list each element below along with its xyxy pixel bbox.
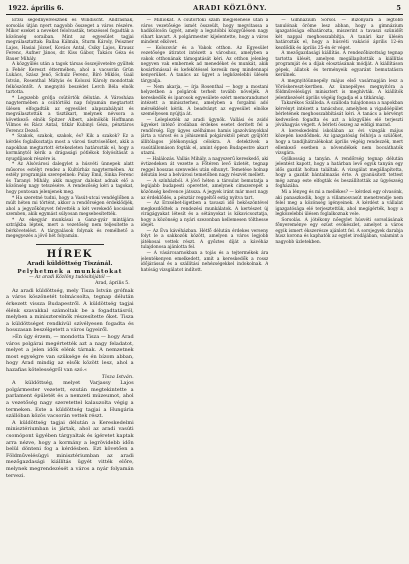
paragraph: — Halálozás. Vallás Mihály, a nagyszerű kereskedő, aki évtizedeken át vezette a Főtéren levő üzletét, tegnap reggel hosszas szenvedés után elhunyt. Temetése holnap délután lesz a belvárosi temetőben nagy részvét mellett. — [140, 156, 269, 179]
paragraph: Az aradi küldöttség, mely Tisza István grófnak a város köszönetét tolmácsolta, tegnap délután érkezett vissza Budapestről. A küldöttség tagjai élénk szavakkal számoltak be a fogadtatásról, melyben a miniszterelnök részesítette őket. Tisza a küldöttséget rendkívül szívélyesen fogadta és hosszasan beszélgetett a város ügyeiről. — [6, 287, 134, 334]
paragraph: A megnyitóünnepély május első vasárnapján lesz a Vöröskereszt-kertben. Az ünnepélyes megnyitóra a földművelésügyi minisztert is meghívták. A kiállítók jelentkezését április végéig fogadja el a titkárság. — [275, 79, 404, 101]
paragraph: — Nem akarja, — írja Rosenthal — hogy a mostani helyzetben a polgárok terheit tovább növeljék. A kereskedők és iparosok egyesülete ezért memorandumot intézett a miniszterhez, amelyben a forgalmi adó mérséklését kérik. A beadványt az egyesület elnöke személyesen nyújtja át. — [140, 84, 269, 118]
article-subheadline: Pelyhetmek a munkátokat — [17, 268, 123, 275]
article-columns — [6, 18, 403, 563]
paragraph: A közgyűlés után a tagok társas összejövetelre gyűltek a Fehér Kereszt éttermében, ahol a vacsorán Grün Lukács, Szász Jenő, Schulz Ferenc, Bíró Miklós, Gaál István, Rosenthal Mátyás és Kolozsi Károly mondottak felköszöntőt. A megnyitó beszédet Lerch Béla elnök tartotta. — [6, 62, 134, 96]
news-section-header — [6, 249, 134, 280]
page-header — [6, 4, 403, 15]
signature-line: Tisza István. — [101, 373, 134, 380]
newspaper-title: ARADI KÖZLÖNY. — [193, 4, 267, 12]
paragraph: — Kolozsvár és a Vakok otthon. Az Egyesület vezetősége átiratot intézett a városhoz, amelyben a vakok otthonának támogatását kéri. Az otthon jelenleg negyven vak embernek ad menedéket és munkát, akik kosárfonással és kefekötéssel keresik meg mindennapi kenyerüket. A tanács az ügyet a legközelebbi ülésén tárgyalja. — [140, 45, 269, 85]
paragraph: * Szakok, szakok, szakok, és? Kik a szakok? Ez a kérdés foglalkoztatja most a városi tisztviselőket, akik a napokban megtartott értekezleten határozták el, hogy a kormánytól kérik a drágasági pótlékok folyósítását a nyugdíjasok részére is. — [6, 134, 134, 162]
article-byline: — Az aradi Közlöny tudósítójától — — [28, 274, 111, 280]
paragraph: * Legszebb grófja csütörtök délután. A Városháza nagytermében a csütörtöki nap folyamán megtartott ülésen elfogadták az egyesület alapszabályait és megválasztották a tisztikart, melynek névsora a következő: elnök Spitzer Albert, alelnökök Hoffmann Vilmos és Rácz Antal, titkár Kubinyi Géza, pénztáros Ferencz Dezső. — [6, 95, 134, 134]
paragraph: — Leleplezték az aradi ügynök. Vallási és zsidó ügyeket intéző irodában érdekes esetet derített fel a rendőrség. Egy ügyes szélhámos hamis igazolványokkal járta a várost és a jóhiszemű polgároktól pénzt gyűjtött állítólagos jótékonysági célokra. A detektívek a vasútállomáson fogták el, amint éppen Budapestre akart utazni. — [140, 117, 269, 157]
paragraph: — A színházból. A jövő héten a társulat bemutatja a legújabb budapesti operettet, amelynek címszerepét a közönség kedvence játssza. A jegyek iránt már most nagy az érdeklődés, a pénztár reggeltől estig nyitva tart. — [140, 178, 269, 201]
paragraph: — Milliókat. A csütörtöki szám megjelenése után a város vezetősége ismét összeült, hogy megvitassa a hadikölcsön ügyét, amely a legutóbbi közgyűlésen nagy vihart kavart. A polgármester kijelentette, hogy a város mindent elkövet. — [140, 18, 269, 46]
paragraph: — Gimnázium Sorsol. — Bizonyára a legtöbb tanulónak öröme lesz abban, hogy a gimnázium igazgatósága elhatározta, miszerint a tavaszi szünidőt két nappal meghosszabbítja. A tanári kar ülésén határozták el, hogy a húsvéti vakáció április 12-én kezdődik és április 25-én ér véget. — [275, 18, 404, 51]
paragraph: Takarékos Szálloda. A szálloda tulajdonosa a napokban kérvényt intézett a tanácshoz, amelyben a vigadóépület bérletének meghosszabbítását kéri. A tanács a kérvényt kedvezően fogadta és azt a közgyűlés elé terjeszti jóváhagyás végett. A bérleti összeg az eddigi marad. — [275, 101, 404, 129]
paragraph: »Én úgy érzem, — mondotta Tisza — hogy Arad város polgárai megértették azt a nagy feladatot, melyet a jelen idők elénk tárnak. A nemzetnek most egységre van szüksége és én bízom abban, hogy Arad mindig az elsők között lesz, ahol a hazafias kötelességről van szó.« — [6, 334, 134, 373]
paragraph: A kereskedelmi iskolában az évi vizsgák május közepén kezdődnek. Az igazgatóság felhívja a szülőket, hogy a tandíjhátralékokat április végéig rendezzék, mert ellenkező esetben a növendékek nem bocsáthatók vizsgára. — [275, 128, 404, 157]
page-number: 5 — [396, 4, 401, 12]
paragraph: Mi a lényeg és mi a mellékes? — kérdezi egy olvasónk, aki panaszkodik, hogy a villamosvasút menetrendje nem felel meg a közönség igényeinek. A kérdést a vállalat igazgatósága elé terjesztettük, ahol megígérték, hogy a legközelebbi ülésen foglalkoznak vele. — [275, 189, 404, 218]
paragraph: Sorsolás. A jótékony nőegylet húsvéti sorsolásának főnyereménye egy ezüst evőkészlet, amelyet a város egyik ismert ékszerésze ajánlott fel. A sorsjegyek darabja húsz korona és kaphatók az egylet irodájában, valamint a nagyobb üzletekben. — [275, 217, 404, 245]
paragraph: * Az ekegyár munkásai a Ganz-gyár mintájára sztrájkba léptek, mert a vezetőség nem teljesítette a bérkövetelést. A tárgyalások folynak és remélhető a megegyezés a jövő hét folyamán. — [6, 217, 134, 240]
column-right — [275, 18, 403, 563]
paragraph: — Az Éva kávéházban. Hétfő délután érdekes verseny folyt le a sakkozók között, amelyen a város legjobb játékosai vettek részt. A győztes díját a kávéház tulajdonosa ajánlotta fel. — [140, 228, 269, 251]
paragraph: A küldöttség tagjai délután a Kereskedelmi minisztériumban is jártak, ahol az aradi vasúti csomópont ügyében tárgyaltak és ígéretet kaptak arra nézve, hogy a kormány a legrövidebb időn belül dönteni fog a kérdésben. Ezt követően a Földművelésügyi minisztériumban az aradi mezőgazdasági kiállítás ügyét vitték előre, melynek megrendezését a város a nyár folyamán tervezi. — [6, 419, 134, 479]
paragraph: A mezőgazdasági kiállítás. A rendezőbizottság tegnap tartotta ülését, amelyen megállapították a kiállítás programját és a díjak elosztásának módját. A kiállításon gépek, állatok és terményeik egyaránt bemutatásra kerülnek. — [275, 51, 404, 79]
article-dateline: Arad, április 5. — [95, 280, 130, 286]
column-middle — [141, 18, 269, 563]
issue-date: 1922. április 6. — [8, 4, 64, 12]
paragraph: * Az Alsóvárosi dalegylet a húsvéti ünnepek alatt műsoros estélyt rendez a Kultúrház nagytermében. Az estély programján szerepelnek: Pulay Emil, Sinka Ferenc és Taranyi Mihály, akik magyar dalokat adnak elő a közönség nagy tetszésére. A rendezőség kéri a tagokat, hogy pontosan jelenjenek meg. — [6, 162, 134, 195]
section-divider — [36, 244, 104, 245]
article-headline: Aradi küldöttség Tiszánál. — [27, 260, 113, 267]
paragraph: — Az Erzsébet-ligetben a tavaszi idő beköszöntével megkezdődtek a rendezési munkálatok. A kertészet új virágágyakat létesít és a sétányokat is kikavicsoztatja, hogy a közönség a nyári szezonban kellemesen tölthesse idejét. — [140, 201, 269, 229]
paragraph: Erzsi segédnyelvésznek és Windischt. Andrásnak, sorsolás útján nyert nagyobb összeget a város részére. Mikor ezeket a neveket felolvasták, tetszéssel fogadták a közönség soraiban. Mint az egyesület tagjai megválasztattak: Ballaa Kálmán, Sturm Károly, Peiszner Lajos, Hasiai József, Kovács Antal, Csiky Lajos, Krausz Ferenc, Aufner János, dr. Kiss Gábor, Takács Géza és Bauer Mihály. — [6, 18, 134, 62]
paragraph: Gyilkosság a tanyán. A rendőrség tegnap délután jelentést kapott, hogy a határban levő egyik tanyán egy idős gazdát holtan találtak. A vizsgálat megállapította, hogy a gazdát bántalmazás érte. A gyanúsított tettest még aznap este elfogták és beszállították az ügyészség fogházába. — [275, 156, 404, 190]
paragraph: A küldöttség, melyet Varjassy Lajos polgármester vezetett, ezután megtekintette a parlament épületét és a nemzeti múzeumot, ahol a vezetőség nagy szeretettel kalauzolta végig a termeken. Este a küldöttség tagjai a Hungária szállóban közös vacsorán vettek részt. — [6, 380, 134, 420]
section-title: HÍREK — [46, 248, 93, 260]
paragraph: — A vásárcsarnokban a tojás és a tejtermékek ára jelentékenyen emelkedett, amit a kereskedők a rossz időjárással és a szállítási nehézségekkel indokolnak. A hatóság vizsgálatot indított. — [140, 250, 269, 273]
paragraph: * Ha szeretné tudni, hogy a Vasút-utcai vendéglőben a múlt héten mi történt, akkor a rendőrségen érdeklődjék, ahol a jegyzőkönyvet felvették a két verekedő kocsissal szemben, akik egymást súlyosan megsebesítették. — [6, 195, 134, 218]
column-left — [6, 18, 134, 563]
